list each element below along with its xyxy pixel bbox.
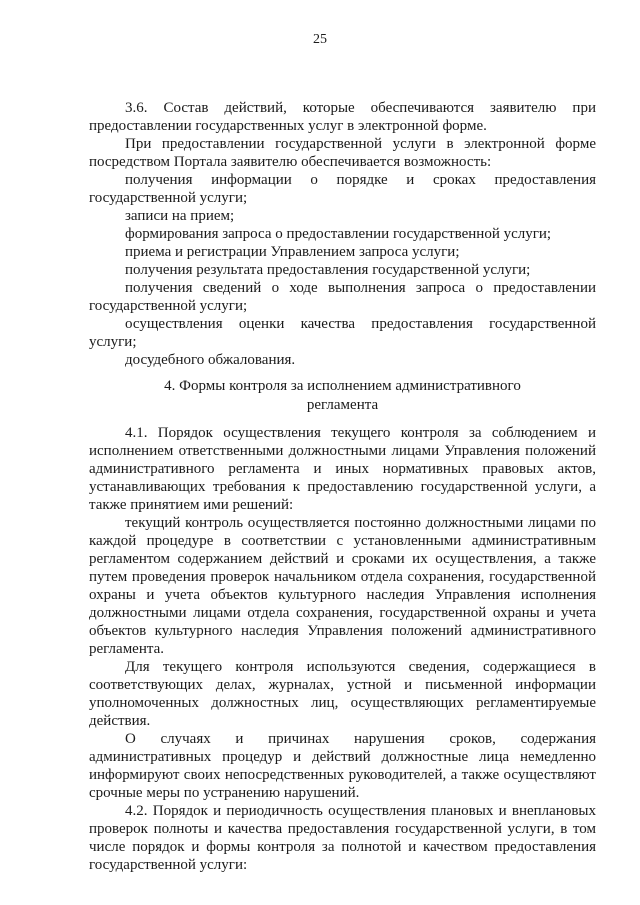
list-item: приема и регистрации Управлением запроса услуги; [125,244,460,260]
portal-intro: При предоставлении государственной услуги в электронной форме посредством Портала заявителю обеспечивается возможность: [89,136,596,170]
heading-line-1: 4. Формы контроля за исполнением административного [164,378,521,394]
list-item: получения сведений о ходе выполнения запроса о предоставлении государственной услуги; [89,280,596,314]
list-item: записи на прием; [125,208,235,224]
section-4-body [89,424,596,874]
section-3-6 [89,99,596,369]
list-item: получения результата предоставления государственной услуги; [125,262,531,278]
section-4-heading [89,377,596,415]
current-control-paragraph: текущий контроль осуществляется постоянно должностными лицами по каждой процедуре в соответствии с установленными административным регламентом содержанием действий и сроками их осуществления, а также путем проведения проверок начальником отдела сохранения, государственной охраны и учета объектов культурного наследия Управления исполнения должностными лицами отдела сохранения, государственной охраны и учета объектов культурного наследия Управления положений административного регламента. [89,515,596,657]
paragraph-3-6: 3.6. Состав действий, которые обеспечиваются заявителю при предоставлении государственных услуг в электронной форме. [89,100,596,134]
page-number: 25 [313,32,327,47]
list-item: осуществления оценки качества предоставления государственной услуги; [89,316,596,350]
list-item: досудебного обжалования. [125,352,296,368]
heading-line-2: регламента [306,397,379,413]
control-sources-paragraph: Для текущего контроля используются сведения, содержащиеся в соответствующих делах, журналах, устной и письменной информации уполномоченных должностных лиц, осуществляющих регламентируемые действия. [89,659,596,729]
paragraph-4-1: 4.1. Порядок осуществления текущего контроля за соблюдением и исполнением ответственными должностными лицами Управления положений административного регламента и иных нормативных правовых актов, устанавливающих требования к предоставлению государственной услуги, а также принятием ими решений: [89,425,596,513]
list-item: получения информации о порядке и сроках предоставления государственной услуги; [89,172,596,206]
violations-paragraph: О случаях и причинах нарушения сроков, содержания административных процедур и действий должностные лица немедленно информируют своих непосредственных руководителей, а также осуществляют срочные меры по устранению нарушений. [89,731,596,801]
list-item: формирования запроса о предоставлении государственной услуги; [125,226,552,242]
paragraph-4-2: 4.2. Порядок и периодичность осуществления плановых и внеплановых проверок полноты и качества предоставления государственной услуги, в том числе порядок и формы контроля за полнотой и качеством предоставления государственной услуги: [89,803,596,873]
